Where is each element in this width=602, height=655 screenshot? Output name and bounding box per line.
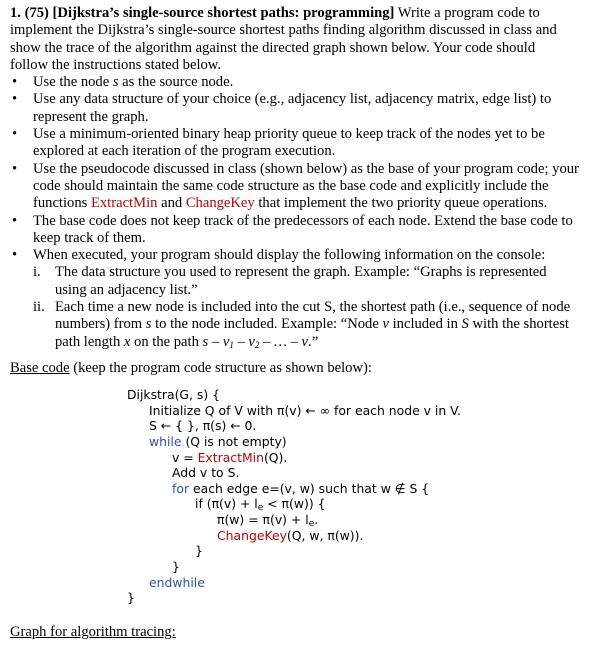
bullet-pseudocode: • Use the pseudocode discussed in class (shown below) as the base of your program code; your code should maintain the same code structure as the base code and explicitly include the functions ExtractMin and ChangeKey that implement the two priority queue operations. <box>10 161 596 213</box>
code-line: endwhile <box>149 574 205 590</box>
bullet-source-node: • Use the node s as the source node. <box>10 74 596 91</box>
numbered-item-2: ii. Each time a new node is included into the cut S, the shortest path (i.e., sequence of node numbers) from s to the node included. Example: “Node v included in S with the shortest path length x on the path s – $v_1 - v_2$ – … – v.” <box>33 299 571 350</box>
code-line: v = ExtractMin(Q). <box>172 449 288 465</box>
code-line: ChangeKey(Q, w, π(w)). <box>217 527 364 543</box>
bullet-data-structure: • Use any data structure of your choice (e.g., adjacency list, adjacency matrix, edge list) to represent the graph. <box>10 91 596 126</box>
code-line: if $(\pi(v) + l_e < \pi(w))$ { <box>195 496 326 514</box>
graph-label: Graph for algorithm tracing: <box>10 624 176 640</box>
pseudocode-block <box>127 387 461 606</box>
code-line: Initialize Q of V with π(v) ← ∞ for each node v in V. <box>149 402 461 418</box>
question-heading: 1. (75) [Dijkstra’s single-source shortest paths: programming] <box>10 5 395 21</box>
changekey-term: ChangeKey <box>185 195 255 212</box>
code-line: } <box>195 543 203 559</box>
code-line: S ← { }, π(s) ← 0. <box>149 418 257 434</box>
code-line: $\pi(w) = \pi(v) + l_e$. <box>217 512 319 530</box>
base-code-label: Base code (keep the program code structure as shown below): <box>10 359 372 376</box>
code-line: } <box>172 559 180 575</box>
extractmin-term: ExtractMin <box>90 195 158 212</box>
intro-paragraph: 1. (75) [Dijkstra’s single-source shortest paths: programming] Write a program code to implement the Dijkstra’s single-source shortest paths finding algorithm discussed in class and show the trace of the algorithm against the directed graph shown below. Your code should follow the instructions stated below. <box>10 5 557 73</box>
code-line: } <box>127 590 135 606</box>
code-line: Dijkstra(G, s) { <box>127 387 221 402</box>
bullet-priority-queue: • Use a minimum-oriented binary heap priority queue to keep track of the nodes yet to be explored at each iteration of the program execution. <box>10 126 596 161</box>
code-line: while (Q is not empty) <box>149 433 287 449</box>
question-text <box>10 5 596 377</box>
bullet-predecessors: • The base code does not keep track of the predecessors of each node. Extend the base code to keep track of them. <box>10 213 596 248</box>
numbered-item-1: i. The data structure you used to represent the graph. Example: “Graphs is represented using an adjacency list.” <box>33 264 547 298</box>
code-line: Add v to S. <box>172 465 240 481</box>
bullet-console-output: • When executed, your program should display the following information on the console: <box>10 247 596 264</box>
code-line: for each edge e=(v, w) such that w ∉ S { <box>172 480 430 496</box>
